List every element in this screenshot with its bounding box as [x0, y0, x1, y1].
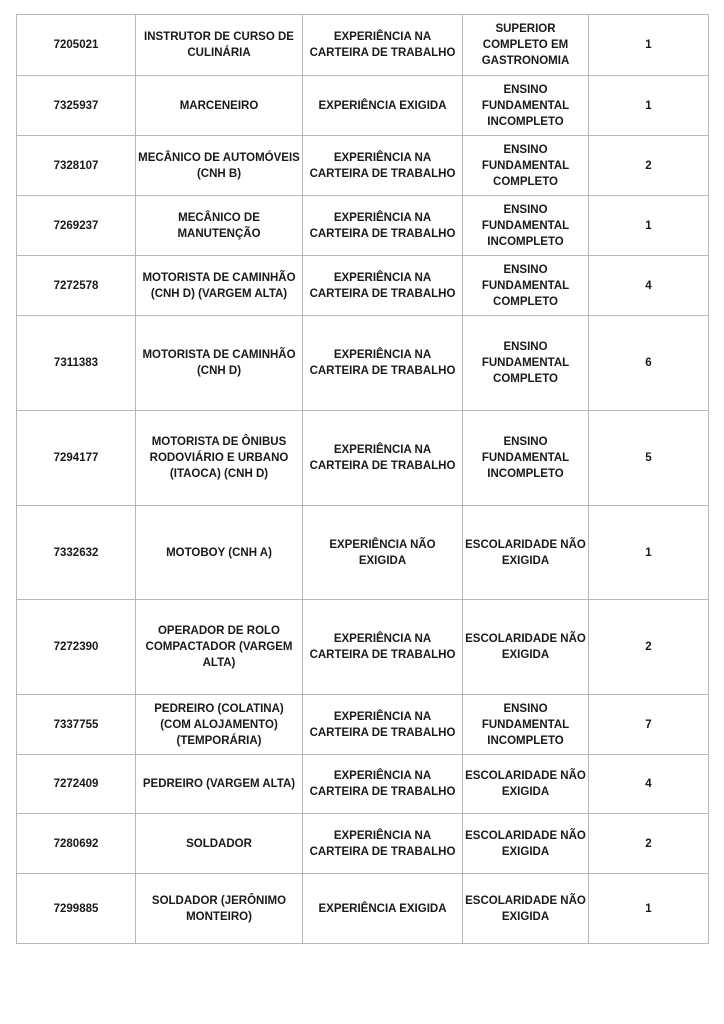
education-requirement: ENSINO FUNDAMENTAL INCOMPLETO [463, 76, 589, 136]
job-code: 7311383 [17, 316, 136, 411]
experience-requirement: EXPERIÊNCIA NA CARTEIRA DE TRABALHO [303, 15, 463, 76]
job-code: 7205021 [17, 15, 136, 76]
education-requirement: ENSINO FUNDAMENTAL INCOMPLETO [463, 695, 589, 755]
experience-requirement: EXPERIÊNCIA NA CARTEIRA DE TRABALHO [303, 695, 463, 755]
vacancy-count: 4 [589, 755, 709, 814]
vacancy-count: 1 [589, 196, 709, 256]
experience-requirement: EXPERIÊNCIA NA CARTEIRA DE TRABALHO [303, 256, 463, 316]
education-requirement: ENSINO FUNDAMENTAL INCOMPLETO [463, 196, 589, 256]
education-requirement: ESCOLARIDADE NÃO EXIGIDA [463, 600, 589, 695]
job-code: 7272578 [17, 256, 136, 316]
experience-requirement: EXPERIÊNCIA EXIGIDA [303, 874, 463, 944]
table-row [17, 814, 709, 874]
job-title: INSTRUTOR DE CURSO DE CULINÁRIA [136, 15, 303, 76]
job-code: 7269237 [17, 196, 136, 256]
job-code: 7328107 [17, 136, 136, 196]
experience-requirement: EXPERIÊNCIA NA CARTEIRA DE TRABALHO [303, 600, 463, 695]
table-row [17, 755, 709, 814]
job-code: 7325937 [17, 76, 136, 136]
vacancy-count: 1 [589, 15, 709, 76]
education-requirement: ESCOLARIDADE NÃO EXIGIDA [463, 874, 589, 944]
job-code: 7337755 [17, 695, 136, 755]
table-row [17, 411, 709, 506]
job-title: MOTORISTA DE CAMINHÃO (CNH D) (VARGEM ALTA) [136, 256, 303, 316]
table-row [17, 15, 709, 76]
education-requirement: ENSINO FUNDAMENTAL COMPLETO [463, 316, 589, 411]
vacancy-count: 1 [589, 506, 709, 600]
vacancy-count: 1 [589, 874, 709, 944]
job-title: MOTORISTA DE CAMINHÃO (CNH D) [136, 316, 303, 411]
experience-requirement: EXPERIÊNCIA NA CARTEIRA DE TRABALHO [303, 136, 463, 196]
vacancy-count: 1 [589, 76, 709, 136]
experience-requirement: EXPERIÊNCIA NA CARTEIRA DE TRABALHO [303, 755, 463, 814]
table-row [17, 316, 709, 411]
vacancy-count: 5 [589, 411, 709, 506]
job-title: MECÂNICO DE AUTOMÓVEIS (CNH B) [136, 136, 303, 196]
job-title: OPERADOR DE ROLO COMPACTADOR (VARGEM ALTA) [136, 600, 303, 695]
job-title: MOTOBOY (CNH A) [136, 506, 303, 600]
job-title: MOTORISTA DE ÔNIBUS RODOVIÁRIO E URBANO (ITAOCA) (CNH D) [136, 411, 303, 506]
education-requirement: ESCOLARIDADE NÃO EXIGIDA [463, 506, 589, 600]
education-requirement: ESCOLARIDADE NÃO EXIGIDA [463, 814, 589, 874]
job-title: PEDREIRO (VARGEM ALTA) [136, 755, 303, 814]
job-title: SOLDADOR [136, 814, 303, 874]
experience-requirement: EXPERIÊNCIA NA CARTEIRA DE TRABALHO [303, 316, 463, 411]
vacancy-count: 2 [589, 814, 709, 874]
vacancy-count: 2 [589, 600, 709, 695]
job-code: 7294177 [17, 411, 136, 506]
vacancy-count: 2 [589, 136, 709, 196]
education-requirement: ENSINO FUNDAMENTAL COMPLETO [463, 256, 589, 316]
job-title: SOLDADOR (JERÔNIMO MONTEIRO) [136, 874, 303, 944]
experience-requirement: EXPERIÊNCIA NÃO EXIGIDA [303, 506, 463, 600]
education-requirement: SUPERIOR COMPLETO EM GASTRONOMIA [463, 15, 589, 76]
table-row [17, 874, 709, 944]
job-code: 7280692 [17, 814, 136, 874]
job-code: 7299885 [17, 874, 136, 944]
table-row [17, 136, 709, 196]
experience-requirement: EXPERIÊNCIA NA CARTEIRA DE TRABALHO [303, 814, 463, 874]
table-row [17, 256, 709, 316]
job-title: MARCENEIRO [136, 76, 303, 136]
education-requirement: ENSINO FUNDAMENTAL INCOMPLETO [463, 411, 589, 506]
table-row [17, 196, 709, 256]
vacancy-count: 7 [589, 695, 709, 755]
education-requirement: ENSINO FUNDAMENTAL COMPLETO [463, 136, 589, 196]
job-code: 7272409 [17, 755, 136, 814]
experience-requirement: EXPERIÊNCIA EXIGIDA [303, 76, 463, 136]
job-code: 7272390 [17, 600, 136, 695]
experience-requirement: EXPERIÊNCIA NA CARTEIRA DE TRABALHO [303, 411, 463, 506]
vacancy-count: 6 [589, 316, 709, 411]
table-row [17, 76, 709, 136]
job-title: MECÂNICO DE MANUTENÇÃO [136, 196, 303, 256]
table-row [17, 695, 709, 755]
experience-requirement: EXPERIÊNCIA NA CARTEIRA DE TRABALHO [303, 196, 463, 256]
job-vacancies-table [16, 14, 709, 944]
vacancy-count: 4 [589, 256, 709, 316]
job-code: 7332632 [17, 506, 136, 600]
table-row [17, 506, 709, 600]
table-row [17, 600, 709, 695]
education-requirement: ESCOLARIDADE NÃO EXIGIDA [463, 755, 589, 814]
job-title: PEDREIRO (COLATINA) (COM ALOJAMENTO) (TEMPORÁRIA) [136, 695, 303, 755]
